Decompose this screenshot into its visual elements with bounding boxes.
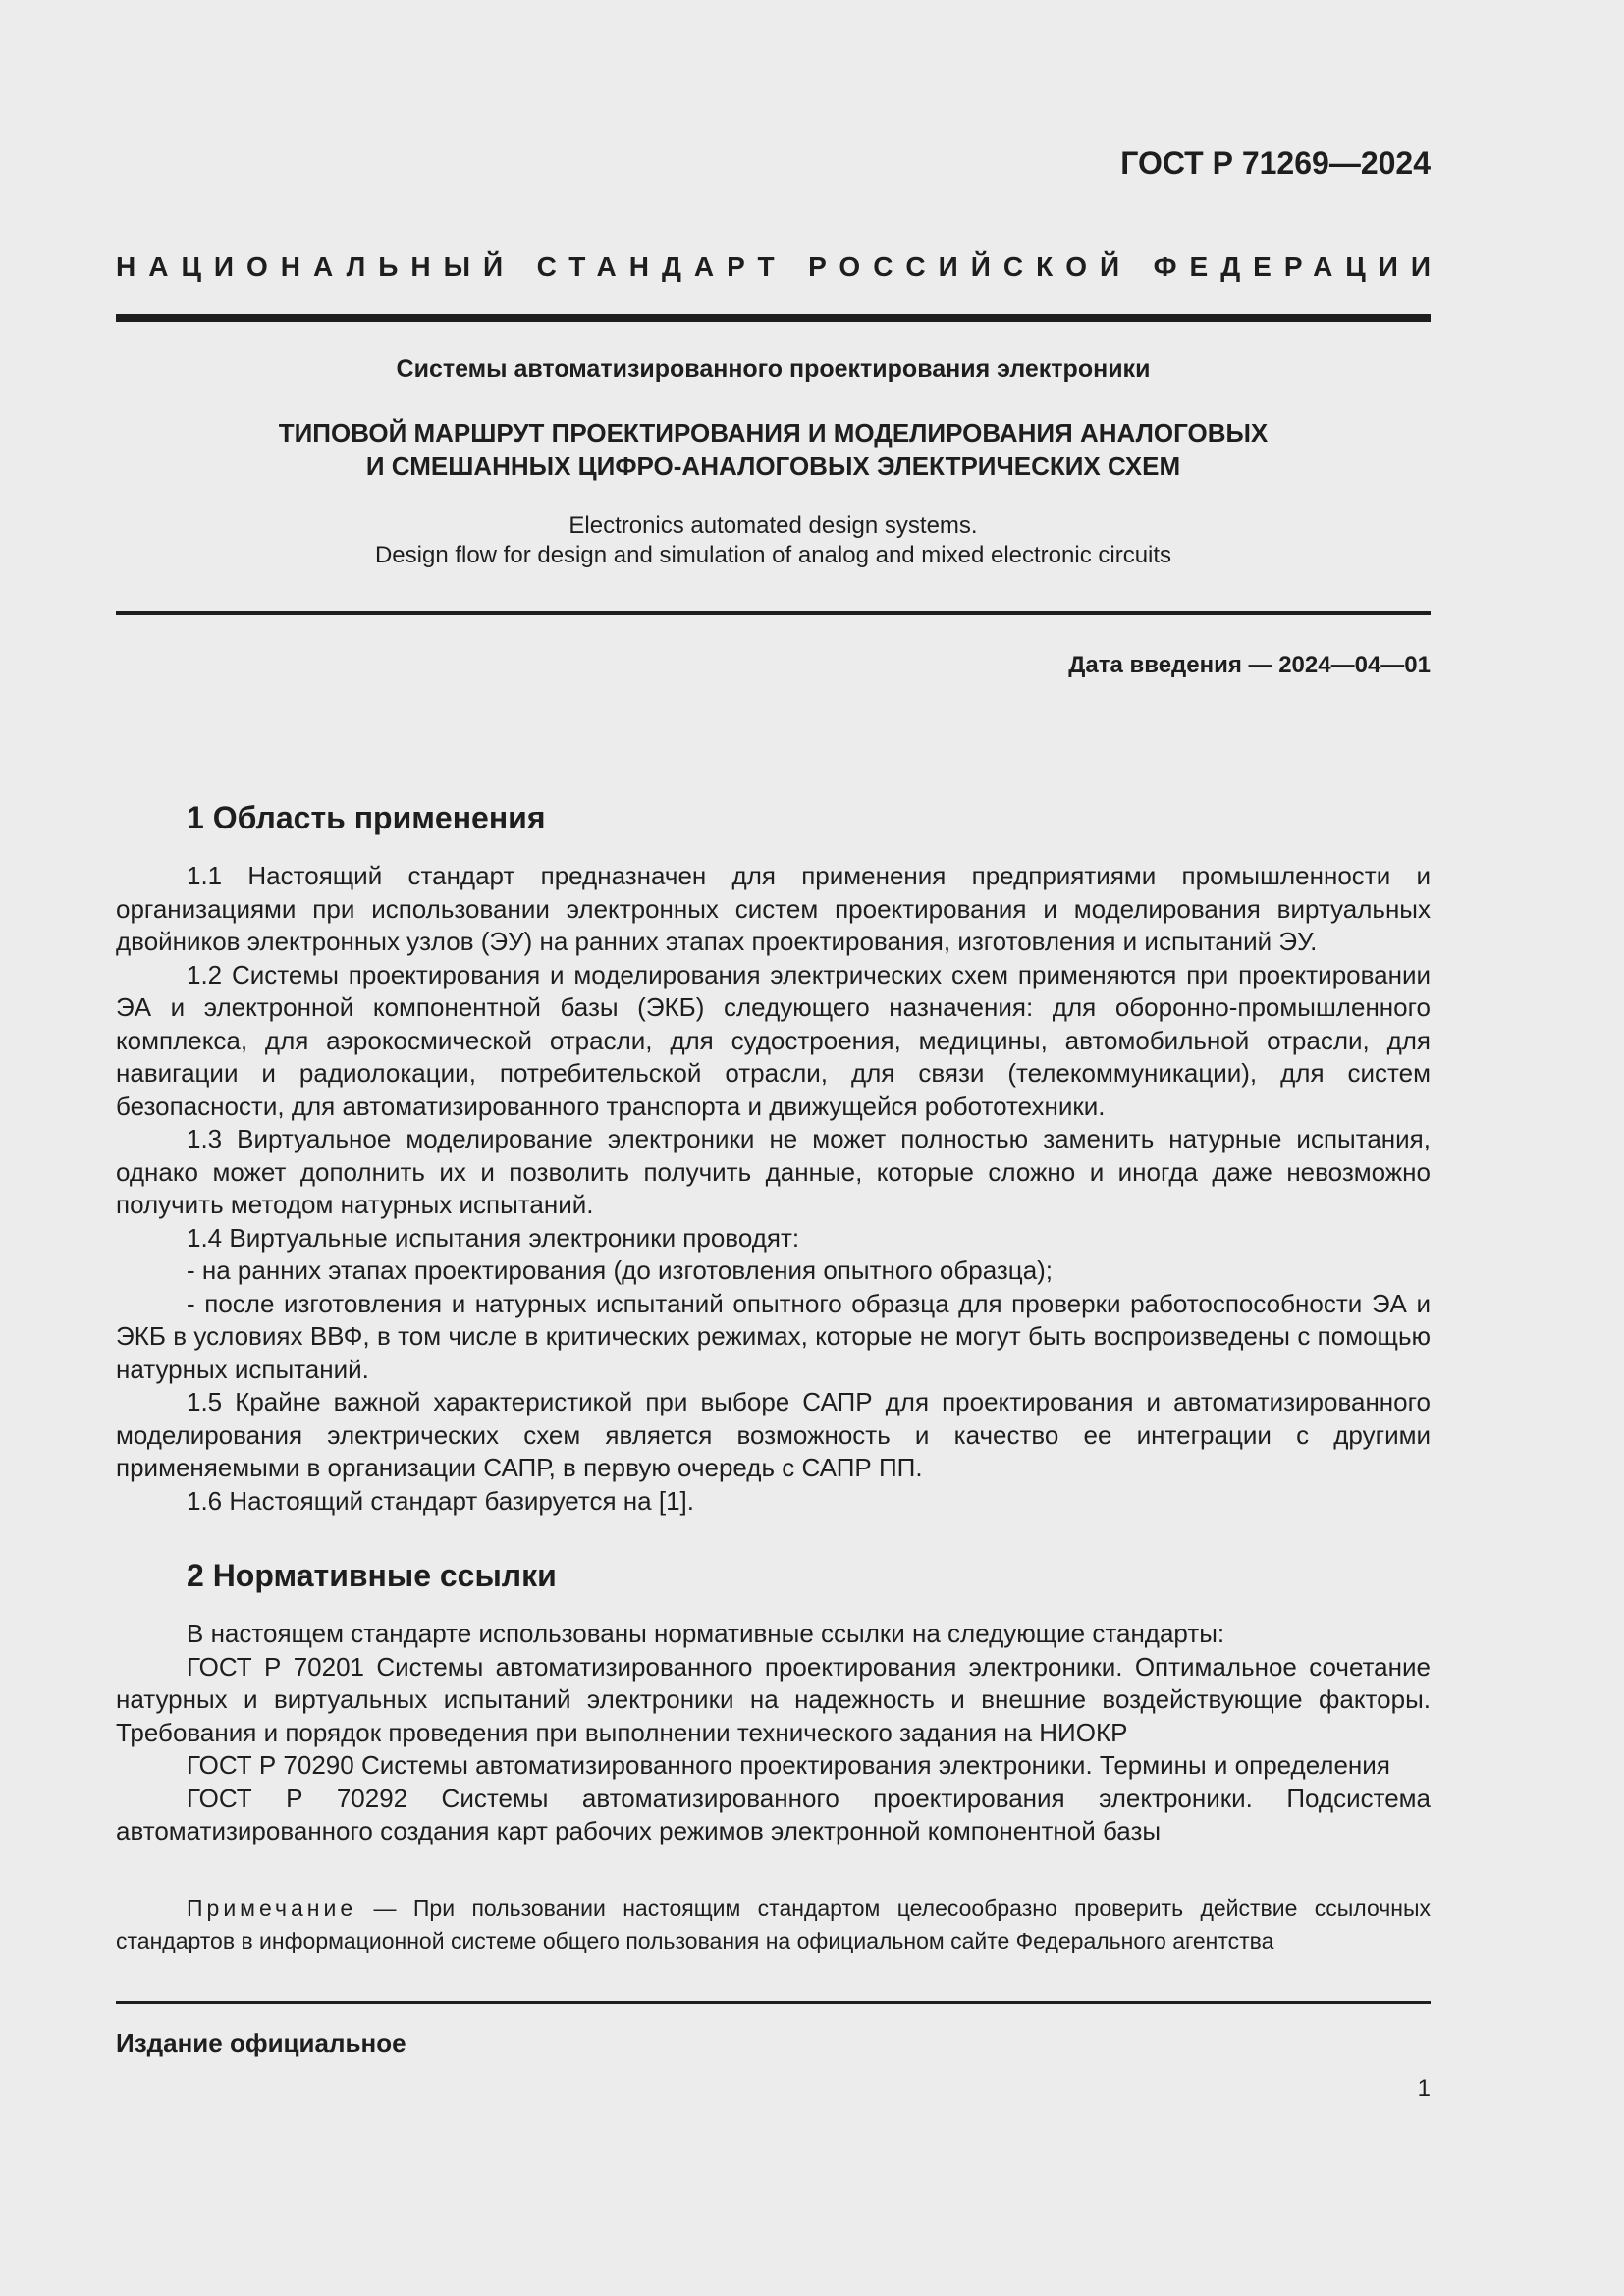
top-divider	[116, 314, 1431, 322]
introduction-date: Дата введения — 2024—04—01	[1068, 652, 1431, 678]
reference-item: ГОСТ Р 70201 Системы автоматизированного проектирования электроники. Оптимальное сочетание натурных и виртуальных испытаний электроники на надежность и внешние воздействующие факторы. Требования и порядок проведения при выполнении технического задания на НИОКР	[116, 1651, 1431, 1747]
english-title-line-2: Design flow for design and simulation of analog and mixed electronic circuits	[374, 542, 1172, 568]
paragraph: 1.4 Виртуальные испытания электроники проводят:	[187, 1222, 800, 1253]
section-2-body	[116, 1618, 1431, 1848]
title-divider	[116, 611, 1431, 615]
paragraph: 1.2 Системы проектирования и моделирования электрических схем применяются при проектировании ЭА и электронной компонентной базы (ЭКБ) следующего назначения: для оборонно-промышленного комплекса, для аэрокосмической отрасли, для судостроения, медицины, автомобильной отрасли, для навигации и радиолокации, потребительской отрасли, для связи (телекоммуникации), для систем безопасности, для автоматизированного транспорта и движущейся робототехники.	[116, 959, 1431, 1121]
title-line-2: И СМЕШАННЫХ ЦИФРО-АНАЛОГОВЫХ ЭЛЕКТРИЧЕСКИХ СХЕМ	[365, 452, 1181, 481]
reference-item: ГОСТ Р 70292 Системы автоматизированного проектирования электроники. Подсистема автоматизированного создания карт рабочих режимов электронной компонентной базы	[116, 1783, 1431, 1845]
note-label: Примечание	[187, 1896, 357, 1921]
note-text: — При пользовании настоящим стандартом целесообразно проверить действие ссылочных стандартов в информационной системе общего пользования на официальном сайте Федерального агентства	[116, 1896, 1431, 1953]
section-2-heading: 2 Нормативные ссылки	[187, 1558, 557, 1593]
subtitle: Системы автоматизированного проектирования электроники	[396, 355, 1151, 383]
banner-word: РОССИЙСКОЙ	[808, 251, 1133, 282]
banner-word: ФЕДЕРАЦИИ	[1153, 251, 1443, 282]
paragraph: 1.6 Настоящий стандарт базируется на [1].	[187, 1485, 694, 1516]
edition-label: Издание официальное	[116, 2028, 406, 2057]
document-code: ГОСТ Р 71269—2024	[1120, 145, 1431, 181]
section-1-heading: 1 Область применения	[187, 800, 546, 835]
note-block	[116, 1893, 1431, 1957]
footer-divider	[116, 2001, 1431, 2004]
paragraph: В настоящем стандарте использованы нормативные ссылки на следующие стандарты:	[187, 1619, 1225, 1648]
reference-item: ГОСТ Р 70290 Системы автоматизированного проектирования электроники. Термины и определения	[187, 1750, 1390, 1780]
banner-word: СТАНДАРТ	[536, 251, 787, 282]
list-item: - после изготовления и натурных испытаний опытного образца для проверки работоспособности ЭА и ЭКБ в условиях ВВФ, в том числе в критических режимах, которые не могут быть воспроизведены с помощью натурных испытаний.	[116, 1288, 1431, 1384]
title-line-1: ТИПОВОЙ МАРШРУТ ПРОЕКТИРОВАНИЯ И МОДЕЛИРОВАНИЯ АНАЛОГОВЫХ	[278, 418, 1269, 448]
paragraph: 1.3 Виртуальное моделирование электроники не может полностью заменить натурные испытания, однако может дополнить их и позволить получить данные, которые сложно и иногда даже невозможно получить методом натурных испытаний.	[116, 1124, 1431, 1219]
national-standard-banner	[116, 251, 1443, 285]
banner-word: НАЦИОНАЛЬНЫЙ	[116, 251, 516, 282]
paragraph: 1.5 Крайне важной характеристикой при выборе САПР для проектирования и автоматизированного моделирования электрических схем является возможность и качество ее интеграции с другими применяемыми в организации САПР, в первую очередь с САПР ПП.	[116, 1387, 1431, 1482]
list-item: - на ранних этапах проектирования (до изготовления опытного образца);	[187, 1255, 1054, 1285]
section-1-body	[116, 860, 1431, 1518]
paragraph: 1.1 Настоящий стандарт предназначен для применения предприятиями промышленности и организациями при использовании электронных систем проектирования и моделирования виртуальных двойников электронных узлов (ЭУ) на ранних этапах проектирования, изготовления и испытаний ЭУ.	[116, 861, 1431, 956]
english-title-line-1: Electronics automated design systems.	[568, 512, 978, 539]
page-number: 1	[1417, 2075, 1431, 2102]
note-paragraph	[116, 1893, 1431, 1957]
